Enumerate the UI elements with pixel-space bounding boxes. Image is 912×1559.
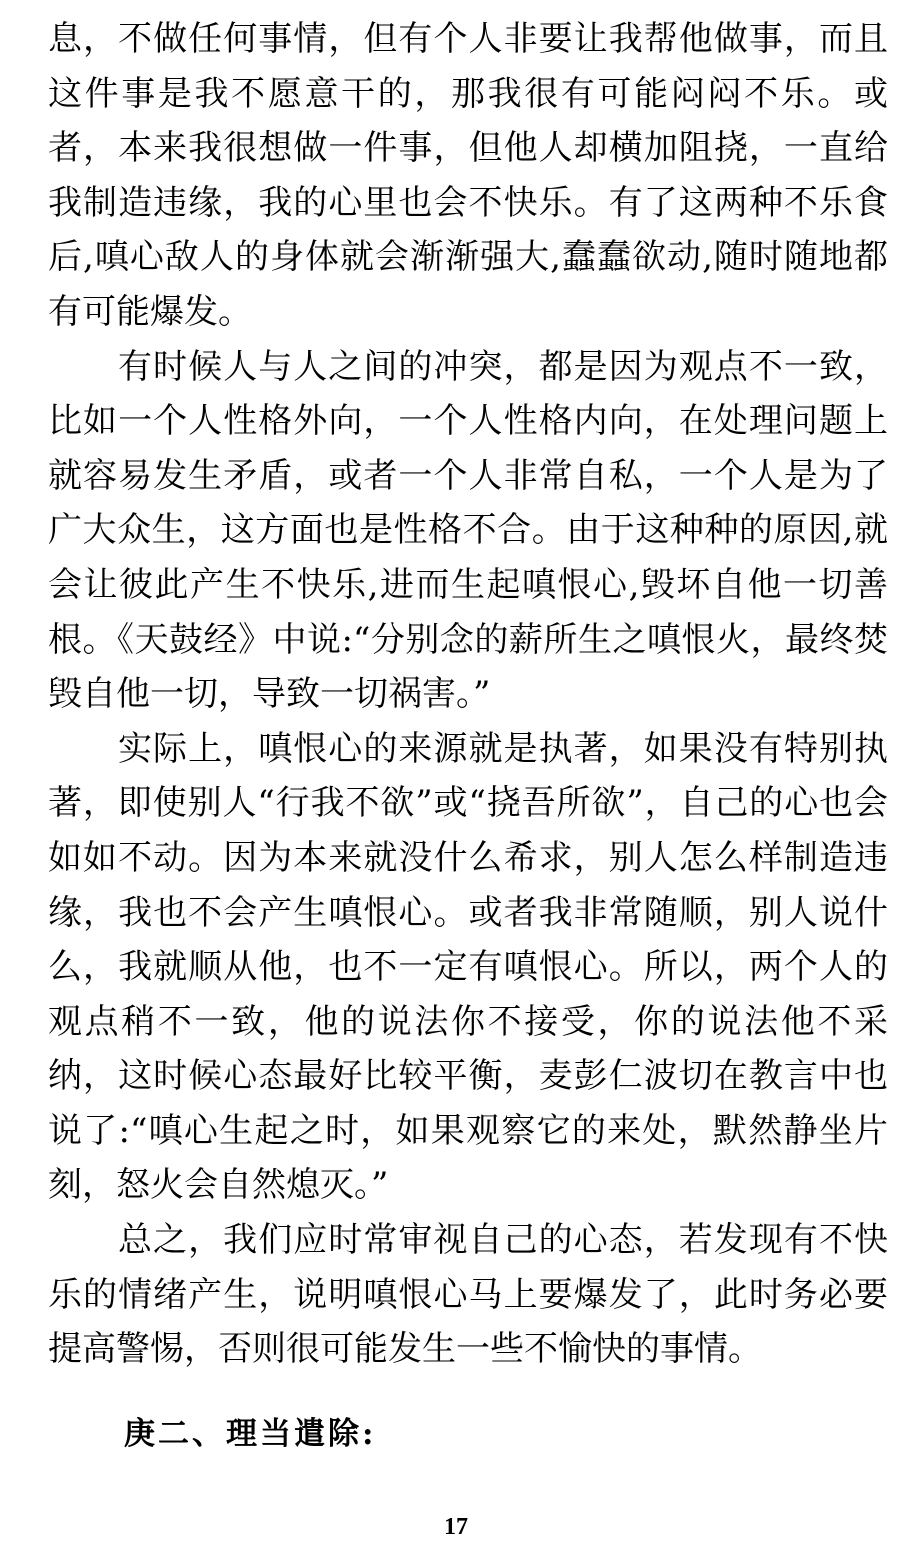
body-text xyxy=(48,12,888,1377)
paragraph-continued: 息，不做任何事情，但有个人非要让我帮他做事，而且这件事是我不愿意干的，那我很有可能闷闷不乐。或者，本来我很想做一件事，但他人却横加阻挠，一直给我制造违缘，我的心里也会不快乐。有了这两种不乐食后,嗔心敌人的身体就会渐渐强大,蠢蠢欲动,随时随地都有可能爆发。 xyxy=(48,19,888,332)
page-number: 17 xyxy=(444,1514,468,1540)
section-heading: 庚二、理当遣除: xyxy=(124,1416,377,1452)
paragraph-conflict: 有时候人与人之间的冲突，都是因为观点不一致，比如一个人性格外向，一个人性格内向，在处理问题上就容易发生矛盾，或者一个人非常自私，一个人是为了广大众生，这方面也是性格不合。由于这种种的原因,就会让彼此产生不快乐,进而生起嗔恨心,毁坏自他一切善根。《天鼓经》中说:“分别念的薪所生之嗔恨火，最终焚毁自他一切，导致一切祸害。” xyxy=(48,346,888,715)
paragraph-conclusion: 总之，我们应时常审视自己的心态，若发现有不快乐的情绪产生，说明嗔恨心马上要爆发了，此时务必要提高警惕，否则很可能发生一些不愉快的事情。 xyxy=(48,1220,888,1370)
paragraph-attachment: 实际上，嗔恨心的来源就是执著，如果没有特别执著，即使别人“行我不欲”或“挠吾所欲”，自己的心也会如如不动。因为本来就没什么希求，别人怎么样制造违缘，我也不会产生嗔恨心。或者我非常随顺，别人说什么，我就顺从他，也不一定有嗔恨心。所以，两个人的观点稍不一致，他的说法你不接受，你的说法他不采纳，这时候心态最好比较平衡，麦彭仁波切在教言中也说了:“嗔心生起之时，如果观察它的来处，默然静坐片刻，怒火会自然熄灭。” xyxy=(48,728,888,1206)
